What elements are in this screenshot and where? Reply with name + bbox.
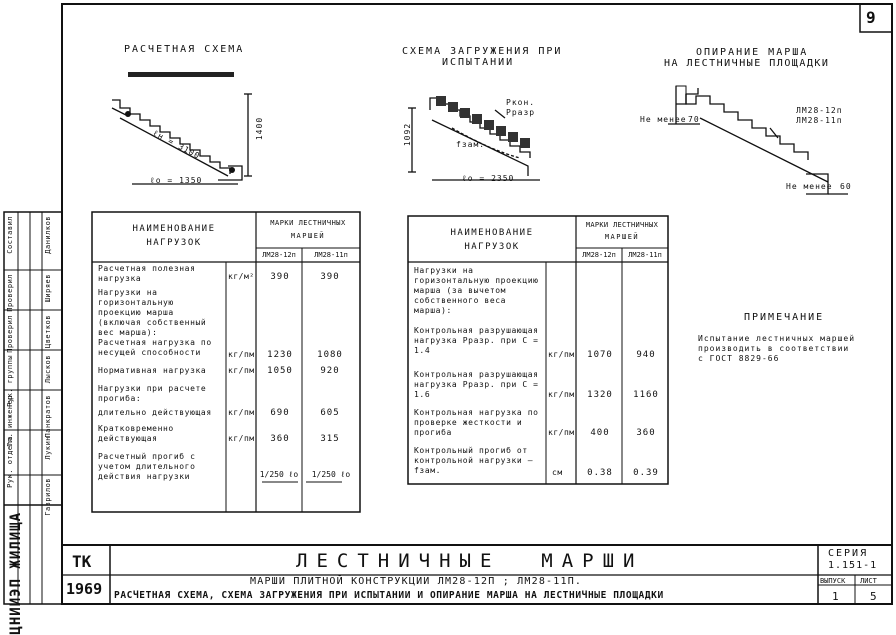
t2-row-unit: кг/пм: [548, 390, 575, 399]
calc-length-label: ℓн = 3100: [151, 128, 202, 161]
mark2-label: ЛМ28-11п: [796, 116, 843, 125]
t2-row-name: Контрольный прогиб от контрольной нагрузки — fзам.: [414, 446, 534, 475]
note-text-3: с ГОСТ 8829-66: [698, 354, 780, 363]
calc-height-label: 1400: [255, 116, 265, 141]
t1-row-v1: 360: [270, 434, 290, 444]
t2-row-name: Контрольная разрушающая нагрузка Рразр. при С = 1.4: [414, 326, 539, 355]
t1-row-name: Нагрузки при расчете прогиба:: [98, 384, 207, 403]
t1-row-v1: 1/250 ℓо: [259, 470, 299, 479]
t2-row-unit: кг/пм: [548, 428, 575, 437]
stamp-name: Данилков: [44, 216, 52, 254]
t2-row-name: Нагрузки на горизонтальную проекцию марша (за вычетом собственного веса марша):: [414, 266, 539, 315]
calc-span-label: ℓо = 1350: [150, 176, 203, 185]
year-label: 1969: [66, 580, 103, 598]
f-zam-label: fзам.: [456, 140, 486, 149]
loading-height-label: 1092: [403, 122, 413, 147]
t2-row-v2: 1160: [633, 390, 659, 400]
t1-row-v1: 1050: [267, 366, 293, 376]
series-value: 1.151-1: [828, 560, 878, 571]
t1-header-name-2: НАГРУЗОК: [146, 238, 202, 248]
t2-row-name: Контрольная нагрузка по проверке жесткости и прогиба: [414, 408, 539, 437]
t1-row-v2: 1/250 ℓо: [311, 470, 351, 479]
t1-row-name: Расчетная полезная нагрузка: [98, 264, 196, 283]
t1-row-name: длительно действующая: [98, 408, 212, 417]
t1-row-v2: 605: [320, 408, 340, 418]
t2-header-marks-2: МАРШЕЙ: [604, 233, 640, 241]
t2-header-name-2: НАГРУЗОК: [464, 242, 520, 252]
loading-title-1: СХЕМА ЗАГРУЖЕНИЯ ПРИ: [402, 46, 563, 57]
stamp-role: Гл. инженер: [6, 395, 14, 447]
stamp-name: Панкратов: [44, 395, 52, 438]
calc-scheme-title: РАСЧЕТНАЯ СХЕМА: [124, 44, 245, 55]
t1-row-name: Расчетный прогиб с учетом длительного действия нагрузки: [98, 452, 196, 481]
t1-header-marks-2: МАРШЕЙ: [290, 232, 326, 240]
val-70-label: 70: [688, 115, 700, 124]
note-title: ПРИМЕЧАНИЕ: [744, 312, 825, 323]
org-label: ЦНИИЭП ЖИЛИЩА: [8, 512, 24, 635]
subtitle-1: МАРШИ ПЛИТНОЙ КОНСТРУКЦИИ ЛМ28-12П ; ЛМ28-11П.: [250, 576, 583, 587]
not-less-label-2: Не менее: [786, 182, 833, 191]
t1-header-marks-1: МАРКИ ЛЕСТНИЧНЫХ: [270, 219, 346, 227]
t2-col2: ЛМ28-11п: [628, 251, 662, 259]
p-razr-label: Рразр: [506, 108, 536, 117]
t1-row-name: Расчетная нагрузка по несущей способности: [98, 338, 212, 357]
series-label: СЕРИЯ: [828, 548, 869, 559]
t1-row-unit: кг/пм: [228, 350, 255, 359]
t1-header-name-1: НАИМЕНОВАНИЕ: [132, 224, 216, 234]
issue-value: 1: [832, 590, 839, 603]
support-title-2: НА ЛЕСТНИЧНЫЕ ПЛОЩАДКИ: [664, 58, 830, 69]
t1-col2: ЛМ28-11п: [314, 251, 348, 259]
loading-span-label: ℓо = 2350: [462, 174, 515, 183]
stamp-role: Проверил: [6, 315, 14, 353]
t2-row-v2: 0.39: [633, 468, 659, 478]
t2-row-v2: 360: [636, 428, 656, 438]
note-text-2: производить в соответствии: [698, 344, 850, 353]
sheet-value: 5: [870, 590, 877, 603]
t2-row-v1: 0.38: [587, 468, 613, 478]
t1-row-v2: 315: [320, 434, 340, 444]
sheet-number: 9: [866, 8, 876, 27]
subtitle-2: РАСЧЕТНАЯ СХЕМА, СХЕМА ЗАГРУЖЕНИЯ ПРИ ИСПЫТАНИИ И ОПИРАНИЕ МАРША НА ЛЕСТНИЧНЫЕ ПЛОЩАДКИ: [114, 590, 664, 601]
t1-row-name: Нагрузки на горизонтальную проекцию марша (включая собственный вес марша):: [98, 288, 207, 337]
main-title: ЛЕСТНИЧНЫЕ МАРШИ: [296, 550, 644, 572]
t2-row-v1: 1070: [587, 350, 613, 360]
t1-row-unit: кг/пм: [228, 434, 255, 443]
tk-label: ТК: [72, 552, 92, 571]
sheet-label: ЛИСТ: [860, 577, 877, 585]
stamp-role: Составил: [6, 216, 14, 254]
t1-row-v1: 690: [270, 408, 290, 418]
mark1-label: ЛМ28-12п: [796, 106, 843, 115]
t1-row-v2: 920: [320, 366, 340, 376]
val-60-label: 60: [840, 182, 852, 191]
note-text-1: Испытание лестничных маршей: [698, 334, 856, 343]
t2-col1: ЛМ28-12п: [582, 251, 616, 259]
t2-row-name: Контрольная разрушающая нагрузка Рразр. при С = 1.6: [414, 370, 539, 399]
t1-row-name: Нормативная нагрузка: [98, 366, 207, 375]
t1-row-unit: кг/м²: [228, 272, 255, 281]
not-less-label-1: Не менее: [640, 115, 687, 124]
stamp-name: Гаврилов: [44, 478, 52, 516]
stamp-name: Цветков: [44, 315, 52, 349]
stamp-name: Лукин: [44, 436, 52, 460]
support-title-1: ОПИРАНИЕ МАРША: [696, 47, 809, 58]
p-kont-label: Ркон.: [506, 98, 536, 107]
issue-label: ВЫПУСК: [820, 577, 846, 585]
t2-row-unit: см: [552, 468, 563, 477]
t2-header-name-1: НАИМЕНОВАНИЕ: [450, 228, 534, 238]
stamp-role: Проверил: [6, 274, 14, 312]
t1-row-name: Кратковременно действующая: [98, 424, 174, 443]
t1-col1: ЛМ28-12п: [262, 251, 296, 259]
t1-row-v2: 1080: [317, 350, 343, 360]
t2-row-v2: 940: [636, 350, 656, 360]
t1-row-v1: 390: [270, 272, 290, 282]
t1-row-v1: 1230: [267, 350, 293, 360]
stamp-role: Рук. группы: [6, 355, 14, 407]
stamp-name: Лысков: [44, 355, 52, 384]
t2-row-v1: 400: [590, 428, 610, 438]
t2-row-v1: 1320: [587, 390, 613, 400]
t1-row-unit: кг/пм: [228, 366, 255, 375]
loading-title-2: ИСПЫТАНИИ: [442, 57, 515, 68]
stamp-role: Рук. отдела: [6, 436, 14, 488]
stamp-name: Ширяев: [44, 274, 52, 303]
t2-header-marks-1: МАРКИ ЛЕСТНИЧНЫХ: [585, 221, 659, 229]
t1-row-v2: 390: [320, 272, 340, 282]
t1-row-unit: кг/пм: [228, 408, 255, 417]
t2-row-unit: кг/пм: [548, 350, 575, 359]
